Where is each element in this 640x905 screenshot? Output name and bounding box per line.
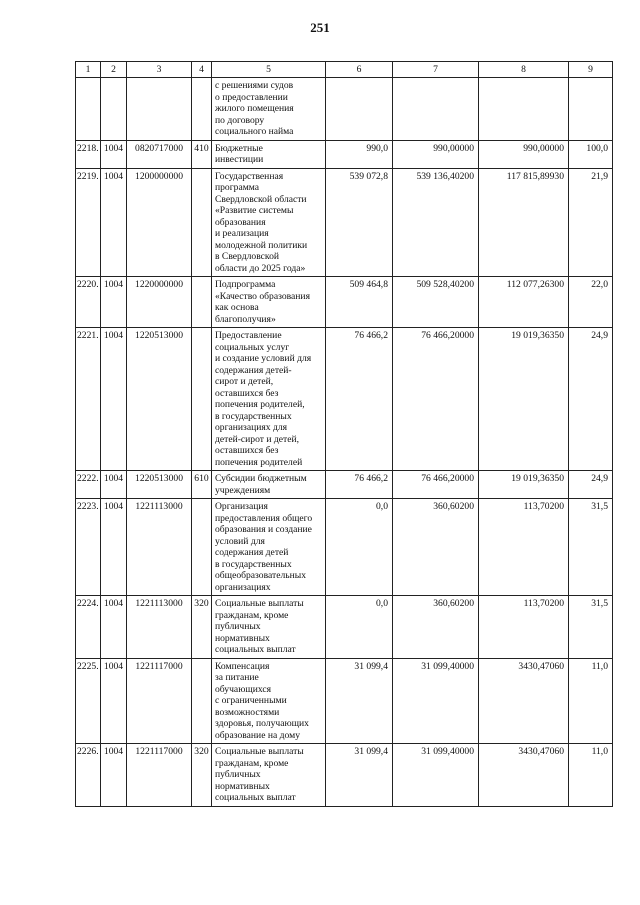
column-header: 8 <box>479 62 569 78</box>
item-name-line: с ограниченными <box>215 695 287 706</box>
revised-amount <box>393 78 479 141</box>
item-name <box>212 596 326 659</box>
approved-amount: 76 466,2 <box>326 471 393 499</box>
section-code <box>101 78 127 141</box>
item-name-line: Компенсация <box>215 660 270 672</box>
approved-amount <box>326 78 393 141</box>
expense-type-code <box>192 78 212 141</box>
item-name-line: содержания детей <box>215 547 289 558</box>
target-article-code: 1220000000 <box>127 277 192 328</box>
section-code: 1004 <box>101 168 127 277</box>
section-code: 1004 <box>101 658 127 744</box>
table-row <box>76 744 613 807</box>
target-article-code <box>127 78 192 141</box>
execution-percent: 11,0 <box>569 658 613 744</box>
item-name-line: по договору <box>215 114 265 126</box>
revised-amount: 76 466,20000 <box>393 328 479 471</box>
row-number: 2224. <box>76 596 101 659</box>
item-name-line: сирот и детей, <box>215 376 274 387</box>
item-name-line: публичных <box>215 621 261 632</box>
row-number: 2223. <box>76 499 101 596</box>
column-header: 1 <box>76 62 101 78</box>
approved-amount: 31 099,4 <box>326 658 393 744</box>
table-body <box>76 78 613 807</box>
revised-amount: 31 099,40000 <box>393 744 479 807</box>
target-article-code: 1220513000 <box>127 328 192 471</box>
approved-amount: 0,0 <box>326 596 393 659</box>
executed-amount: 117 815,89930 <box>479 168 569 277</box>
item-name-line: социального найма <box>215 126 294 137</box>
expense-type-code: 320 <box>192 744 212 807</box>
item-name <box>212 140 326 168</box>
item-name <box>212 328 326 471</box>
item-name-line: Социальные выплаты <box>215 598 304 609</box>
item-name-line: организациях <box>215 581 271 593</box>
section-code: 1004 <box>101 140 127 168</box>
table-row <box>76 658 613 744</box>
table-header-row <box>76 62 613 78</box>
item-name-line: социальных выплат <box>215 792 296 803</box>
target-article-code: 1220513000 <box>127 471 192 499</box>
executed-amount <box>479 78 569 141</box>
item-name-line: в государственных <box>215 558 292 570</box>
item-name-line: попечения родителей, <box>215 399 305 410</box>
revised-amount: 76 466,20000 <box>393 471 479 499</box>
item-name-line: образования и создание <box>215 524 312 535</box>
item-name-line: оставшихся без <box>215 445 279 456</box>
column-header: 9 <box>569 62 613 78</box>
executed-amount: 113,70200 <box>479 499 569 596</box>
approved-amount: 990,0 <box>326 140 393 168</box>
target-article-code: 1221117000 <box>127 658 192 744</box>
table-row <box>76 277 613 328</box>
executed-amount: 112 077,26300 <box>479 277 569 328</box>
section-code: 1004 <box>101 471 127 499</box>
item-name-line: Бюджетные <box>215 142 263 154</box>
item-name <box>212 168 326 277</box>
item-name-line: обучающихся <box>215 683 272 695</box>
item-name-line: условий для <box>215 535 265 547</box>
item-name <box>212 471 326 499</box>
item-name <box>212 499 326 596</box>
row-number: 2225. <box>76 658 101 744</box>
item-name-line: нормативных <box>215 632 270 644</box>
executed-amount: 3430,47060 <box>479 658 569 744</box>
row-number: 2219. <box>76 168 101 277</box>
item-name-line: Подпрограмма <box>215 279 276 290</box>
execution-percent: 31,5 <box>569 499 613 596</box>
approved-amount: 31 099,4 <box>326 744 393 807</box>
item-name-line: в государственных <box>215 410 292 422</box>
revised-amount: 360,60200 <box>393 499 479 596</box>
table-row <box>76 596 613 659</box>
execution-percent: 24,9 <box>569 471 613 499</box>
budget-table <box>75 61 613 807</box>
column-header: 3 <box>127 62 192 78</box>
executed-amount: 19 019,36350 <box>479 471 569 499</box>
section-code: 1004 <box>101 277 127 328</box>
execution-percent: 11,0 <box>569 744 613 807</box>
row-number: 2221. <box>76 328 101 471</box>
column-header: 6 <box>326 62 393 78</box>
table-row <box>76 499 613 596</box>
item-name-line: социальных выплат <box>215 644 296 655</box>
item-name-line: возможностями <box>215 706 280 718</box>
item-name-line: жилого помещения <box>215 103 294 114</box>
item-name-line: Свердловской области <box>215 193 307 205</box>
expense-type-code <box>192 658 212 744</box>
column-header: 5 <box>212 62 326 78</box>
expense-type-code <box>192 499 212 596</box>
execution-percent: 31,5 <box>569 596 613 659</box>
expense-type-code <box>192 277 212 328</box>
section-code: 1004 <box>101 596 127 659</box>
target-article-code: 1221113000 <box>127 499 192 596</box>
expense-type-code <box>192 168 212 277</box>
execution-percent: 22,0 <box>569 277 613 328</box>
table-row <box>76 78 613 141</box>
approved-amount: 76 466,2 <box>326 328 393 471</box>
item-name-line: с решениями судов <box>215 80 294 91</box>
item-name-line: за питание <box>215 672 259 683</box>
item-name-line: социальных услуг <box>215 341 290 353</box>
item-name-line: «Качество образования <box>215 290 310 302</box>
approved-amount: 509 464,8 <box>326 277 393 328</box>
item-name-line: Социальные выплаты <box>215 746 304 757</box>
item-name-line: предоставления общего <box>215 512 313 524</box>
target-article-code: 1200000000 <box>127 168 192 277</box>
item-name-line: детей-сирот и детей, <box>215 433 300 445</box>
table-row <box>76 168 613 277</box>
table-row <box>76 328 613 471</box>
row-number: 2222. <box>76 471 101 499</box>
executed-amount: 19 019,36350 <box>479 328 569 471</box>
section-code: 1004 <box>101 744 127 807</box>
expense-type-code: 320 <box>192 596 212 659</box>
target-article-code: 1221117000 <box>127 744 192 807</box>
item-name-line: образования <box>215 216 266 228</box>
column-header: 4 <box>192 62 212 78</box>
revised-amount: 990,00000 <box>393 140 479 168</box>
item-name <box>212 744 326 807</box>
item-name <box>212 658 326 744</box>
section-code: 1004 <box>101 499 127 596</box>
column-header: 2 <box>101 62 127 78</box>
revised-amount: 360,60200 <box>393 596 479 659</box>
expense-type-code: 610 <box>192 471 212 499</box>
revised-amount: 31 099,40000 <box>393 658 479 744</box>
revised-amount: 539 136,40200 <box>393 168 479 277</box>
page-number: 251 <box>310 20 330 35</box>
execution-percent: 100,0 <box>569 140 613 168</box>
item-name-line: публичных <box>215 769 261 780</box>
item-name-line: гражданам, кроме <box>215 609 289 621</box>
item-name-line: Субсидии бюджетным <box>215 473 307 484</box>
item-name <box>212 78 326 141</box>
item-name-line: инвестиции <box>215 154 264 165</box>
approved-amount: 0,0 <box>326 499 393 596</box>
item-name-line: содержания детей- <box>215 364 292 376</box>
item-name-line: о предоставлении <box>215 91 288 103</box>
item-name-line: программа <box>215 182 260 193</box>
row-number: 2218. <box>76 140 101 168</box>
execution-percent <box>569 78 613 141</box>
column-header: 7 <box>393 62 479 78</box>
executed-amount: 3430,47060 <box>479 744 569 807</box>
target-article-code: 1221113000 <box>127 596 192 659</box>
table-row <box>76 140 613 168</box>
item-name-line: организациях для <box>215 422 288 433</box>
item-name-line: Государственная <box>215 170 284 182</box>
item-name-line: нормативных <box>215 780 270 792</box>
target-article-code: 0820717000 <box>127 140 192 168</box>
item-name-line: Организация <box>215 501 268 512</box>
item-name-line: и создание условий для <box>215 353 312 364</box>
item-name-line: попечения родителей <box>215 456 303 468</box>
section-code: 1004 <box>101 328 127 471</box>
item-name-line: здоровья, получающих <box>215 718 309 729</box>
execution-percent: 21,9 <box>569 168 613 277</box>
item-name-line: в Свердловской <box>215 251 280 262</box>
approved-amount: 539 072,8 <box>326 168 393 277</box>
row-number: 2220. <box>76 277 101 328</box>
item-name-line: «Развитие системы <box>215 205 294 216</box>
item-name-line: образование на дому <box>215 729 301 741</box>
table-row <box>76 471 613 499</box>
expense-type-code <box>192 328 212 471</box>
item-name-line: области до 2025 года» <box>215 262 306 274</box>
item-name-line: учреждениям <box>215 484 271 496</box>
item-name-line: молодежной политики <box>215 239 308 251</box>
item-name-line: оставшихся без <box>215 387 279 399</box>
item-name-line: Предоставление <box>215 330 282 341</box>
item-name-line: как основа <box>215 302 259 313</box>
item-name-line: общеобразовательных <box>215 570 306 581</box>
execution-percent: 24,9 <box>569 328 613 471</box>
item-name-line: благополучия» <box>215 313 276 325</box>
executed-amount: 990,00000 <box>479 140 569 168</box>
expense-type-code: 410 <box>192 140 212 168</box>
revised-amount: 509 528,40200 <box>393 277 479 328</box>
row-number <box>76 78 101 141</box>
item-name-line: гражданам, кроме <box>215 757 289 769</box>
item-name <box>212 277 326 328</box>
row-number: 2226. <box>76 744 101 807</box>
executed-amount: 113,70200 <box>479 596 569 659</box>
item-name-line: и реализация <box>215 228 269 239</box>
